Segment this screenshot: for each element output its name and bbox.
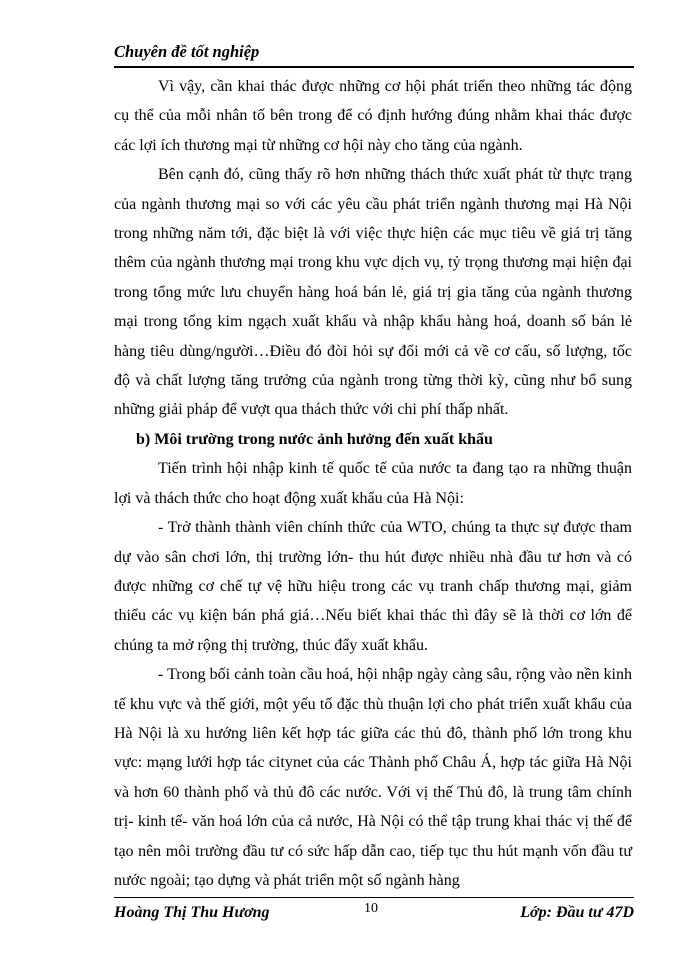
paragraph-4: - Trở thành thành viên chính thức của WTO, chúng ta thực sự được tham dự vào sân chơi lớn, thị trường lớn- thu hút được nhiều nhà đầu tư hơn và có được những cơ chế tự vệ hữu hiệu trong các vụ tranh chấp thương mại, giảm thiểu các vụ kiện bán phá giá…Nếu biết khai thác thì đây sẽ là thời cơ lớn để chúng ta mở rộng thị trường, thúc đẩy xuất khẩu. xyxy=(114,519,632,654)
page-footer xyxy=(114,897,634,928)
page-header xyxy=(114,38,634,68)
paragraph-5: - Trong bối cảnh toàn cầu hoá, hội nhập ngày càng sâu, rộng vào nền kinh tế khu vực và thế giới, một yếu tố đặc thù thuận lợi cho phát triển xuất khẩu của Hà Nội là xu hướng liên kết hợp tác giữa các thủ đô, thành phố lớn trong khu vực: mạng lưới hợp tác citynet của các Thành phố Châu Á, hợp tác giữa Hà Nội và hơn 60 thành phố và thủ đô các nước. Với vị thế Thủ đô, là trung tâm chính trị- kinh tế- văn hoá lớn của cả nước, Hà Nội có thể tập trung khai thác vị thế để tạo nên môi trường đầu tư có sức hấp dẫn cao, tiếp tục thu hút mạnh vốn đầu tư nước ngoài; tạo dựng và phát triển một số ngành hàng xyxy=(114,666,632,889)
section-heading-b: b) Môi trường trong nước ảnh hưởng đến xuất khẩu xyxy=(136,430,493,448)
paragraph-2: Bên cạnh đó, cũng thấy rõ hơn những thách thức xuất phát từ thực trạng của ngành thương mại so với các yêu cầu phát triển ngành thương mại Hà Nội trong những năm tới, đặc biệt là với việc thực hiện các mục tiêu về giá trị tăng thêm của ngành thương mại trong khu vực dịch vụ, tỷ trọng thương mại hiện đại trong tổng mức lưu chuyển hàng hoá bán lẻ, giá trị gia tăng của ngành thương mại trong tổng kim ngạch xuất khẩu và nhập khẩu hàng hoá, doanh số bán lẻ hàng tiêu dùng/người…Điều đó đòi hỏi sự đổi mới cả về cơ cấu, số lượng, tốc độ và chất lượng tăng trưởng của ngành trong từng thời kỳ, cũng như bổ sung những giải pháp để vượt qua thách thức với chi phí thấp nhất. xyxy=(114,166,632,419)
header-title: Chuyên đề tốt nghiệp xyxy=(114,42,260,61)
page-number: 10 xyxy=(364,901,378,916)
footer-author: Hoàng Thị Thu Hương xyxy=(114,904,270,921)
paragraph-3: Tiến trình hội nhập kinh tế quốc tế của nước ta đang tạo ra những thuận lợi và thách thức cho hoạt động xuất khẩu của Hà Nội: xyxy=(114,460,632,507)
paragraph-1: Vì vậy, cần khai thác được những cơ hội phát triển theo những tác động cụ thể của mỗi nhân tố bên trong để có định hướng đúng nhằm khai thác được các lợi ích thương mại từ những cơ hội này cho tăng của ngành. xyxy=(114,78,632,154)
footer-class-label: Lớp: Đầu tư 47D xyxy=(520,904,634,921)
document-body xyxy=(114,72,632,895)
